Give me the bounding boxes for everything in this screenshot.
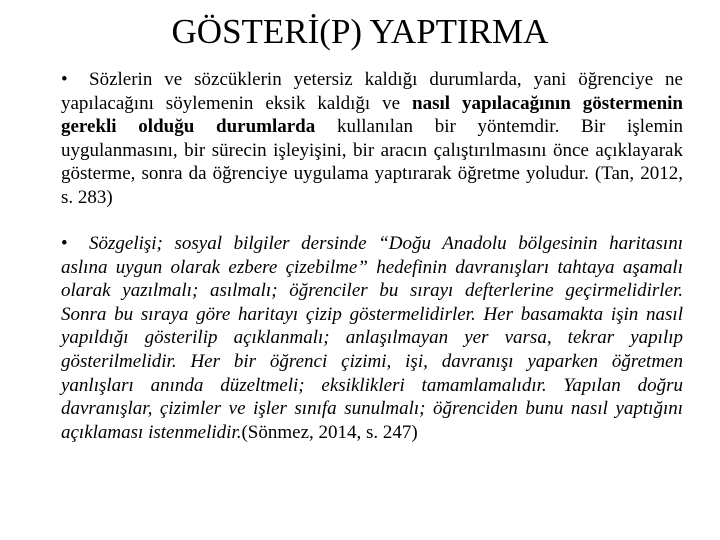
paragraph-definition-tail: kullanılan bir yöntemdir. Bir işlemin uygulanmasını, bir sürecin işleyişini, bir aracın çalıştırılmasını önce açıklayarak gösterme, sonra da öğrenciye uygulama yaptırarak öğretme yoludur. (Tan, 2012, s. 283) [61,116,683,208]
paragraph-example-text: Sözgelişi; sosyal bilgiler dersinde “Doğu Anadolu bölgesinin haritasını aslına uygun olarak ezbere çizebilme” hedefinin davranışları tahtaya aşamalı olarak yazılmalı; asılmalı; öğrenciler bu sırayı defterlerine geçirmelidirler. Sonra bu sıraya göre haritayı çizip göstermelidirler. Her basamakta işin nasıl yapıldığı gösterilip açıklanmalı; anlaşılmayan yer varsa, tekrar yapılıp gösterilmelidir. Her bir öğrenci çizimi, işi, davranışı yaparken öğretmen yanlışları anında düzeltmeli; eksiklikleri tamamlamalıdır. Yapılan doğru davranışlar, çizimler ve işler sınıfa sunulmalı; öğrenciden bunu nasıl yaptığını açıklaması istenmelidir. [61,233,683,443]
paragraph-definition-emphasis: nasıl yapılacağının göstermenin gerekli olduğu durumlarda [61,92,683,138]
paragraph-definition-lead: Sözlerin ve sözcüklerin yetersiz kaldığı durumlarda, yani öğrenciye ne yapılacağını söylemenin eksik kaldığı ve [61,69,683,114]
paragraph-example-citation: (Sönmez, 2014, s. 247) [241,421,418,443]
paragraph-definition [61,68,683,210]
slide-title: GÖSTERİ(P) YAPTIRMA [171,12,549,51]
bullet-point: • [61,233,68,254]
bullet-point: • [61,69,68,90]
paragraph-example [61,232,683,444]
